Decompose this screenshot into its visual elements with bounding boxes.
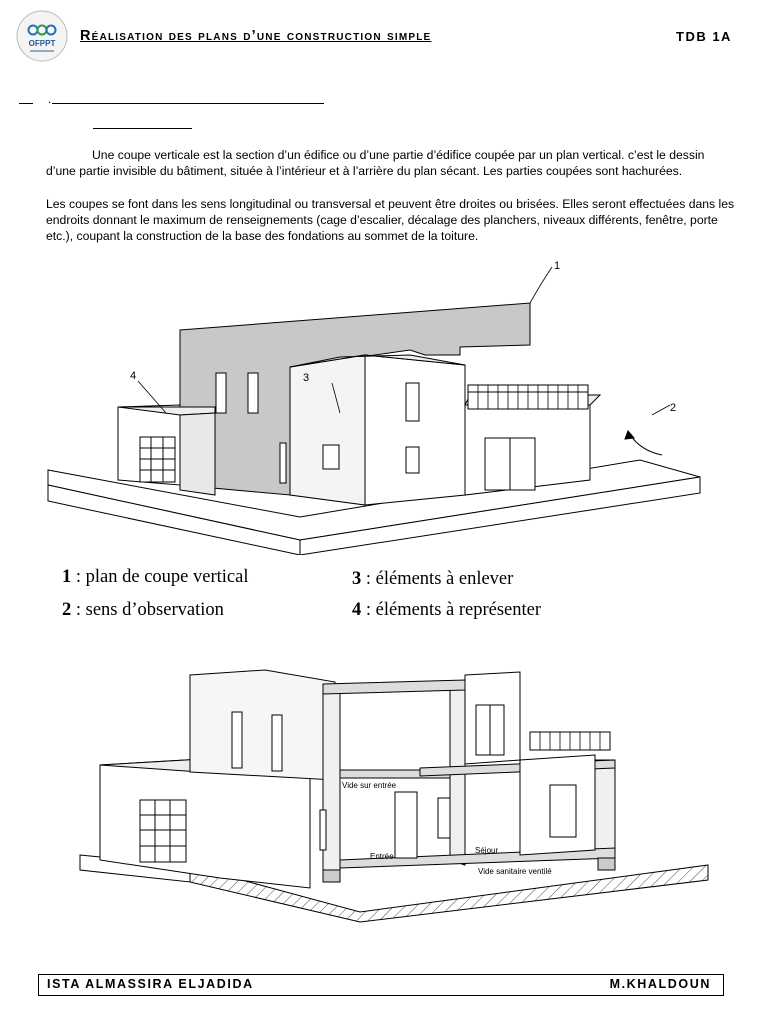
footer-institution: ISTA ALMASSIRA ELJADIDA <box>47 977 254 991</box>
ofppt-logo <box>16 10 68 62</box>
figure-section-view <box>40 660 720 935</box>
label-vide-sanitaire: Vide sanitaire ventilé <box>478 867 552 876</box>
callout-1: 1 <box>554 260 561 272</box>
figure-cut-plane <box>40 255 720 560</box>
label-entree: Entrée <box>370 852 394 861</box>
section-dot: . <box>48 92 52 106</box>
label-sejour: Séjour <box>475 846 499 855</box>
section-title-underline <box>52 103 324 104</box>
subsection-title-underline <box>93 128 192 129</box>
callout-2: 2 <box>670 402 677 414</box>
legend-item-3: 3 : éléments à enlever <box>352 569 514 589</box>
document-code: TDB 1A <box>676 29 732 44</box>
callout-3: 3 <box>303 372 310 384</box>
svg-text:OFPPT: OFPPT <box>28 39 56 48</box>
footer-author: M.KHALDOUN <box>609 977 711 991</box>
label-vide-sur-entree: Vide sur entrée <box>342 781 397 790</box>
legend-item-1: 1 : plan de coupe vertical <box>62 567 249 587</box>
legend-item-2: 2 : sens d’observation <box>62 600 224 620</box>
footer-bar <box>38 974 724 996</box>
paragraph-definition: Une coupe verticale est la section d’un édifice ou d’une partie d’édifice coupée par un plan vertical. c’est le dessin d’une partie invisible du bâtiment, située à l’intérieur et à l’arrière du plan sécant. Les parties coupées sont hachurées. <box>46 148 705 179</box>
page-title: Réalisation des plans d’une construction simple <box>80 28 432 44</box>
paragraph-types: Les coupes se font dans les sens longitudinal ou transversal et peuvent être droites ou brisées. Elles seront effectuées dans les endroits donnant le maximum de renseignements (cage d’escalier, décalage des planchers, niveaux différents, fenêtre, porte etc.), coupant la construction de la base des fondations au sommet de la toiture. <box>46 197 735 244</box>
legend-item-4: 4 : éléments à représenter <box>352 600 542 620</box>
section-marker <box>19 103 33 104</box>
callout-4: 4 <box>130 370 137 382</box>
